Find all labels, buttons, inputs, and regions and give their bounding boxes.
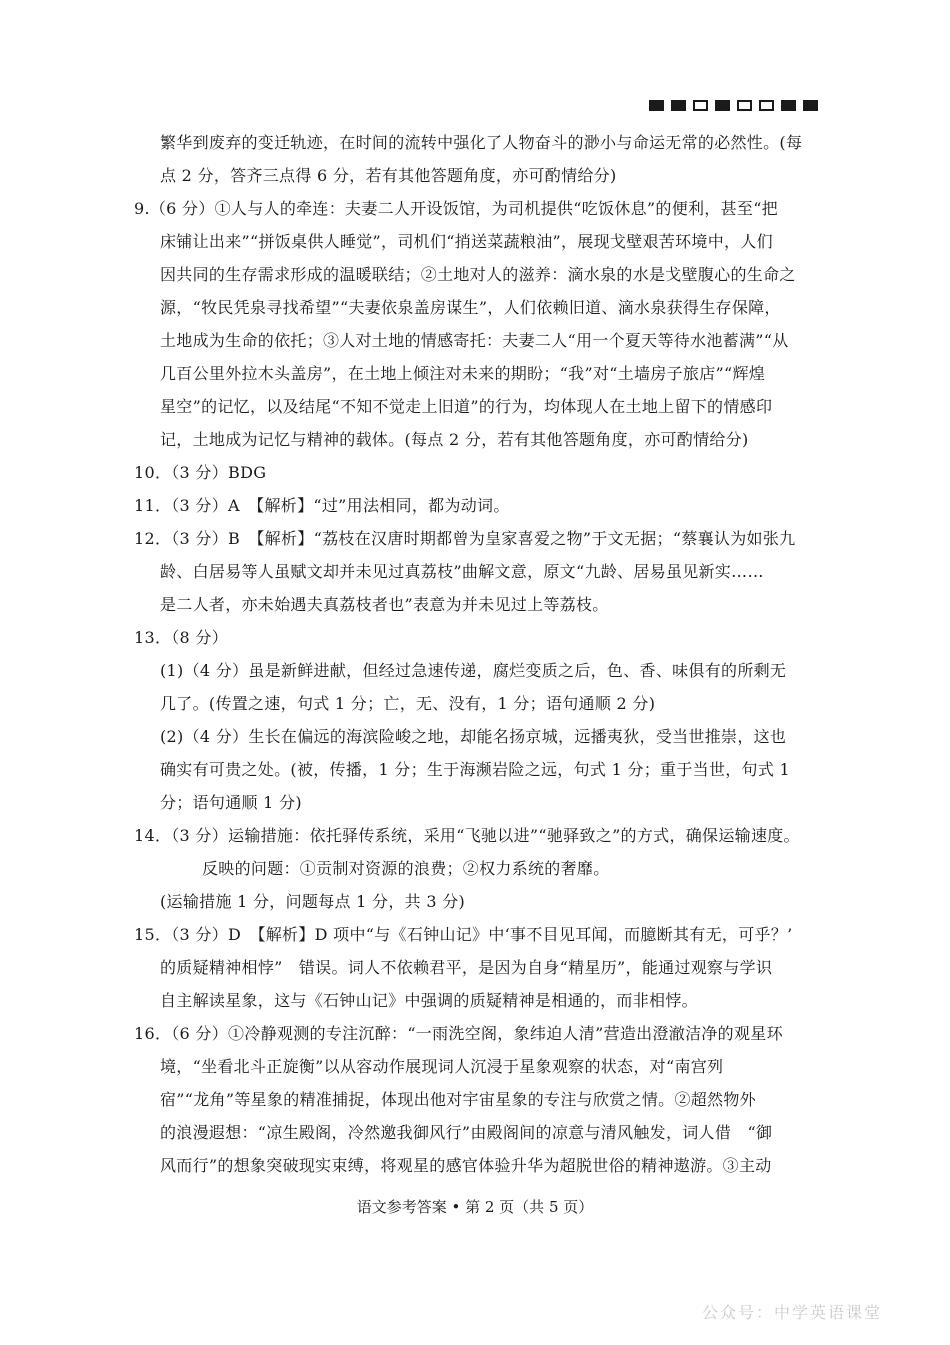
answer-line: 12．（3 分）B 【解析】“荔枝在汉唐时期都曾为皇家喜爱之物”于文无据；“蔡襄认为如张九 bbox=[134, 529, 796, 548]
answer-line: 几百公里外拉木头盖房”，在土地上倾注对未来的期盼；“我”对“土墙房子旅店”“辉煌 bbox=[160, 364, 766, 383]
answer-line: 10．（3 分）BDG bbox=[134, 463, 267, 482]
answer-line: 确实有可贵之处。(被，传播，1 分；生于海濒岩险之远，句式 1 分；重于当世，句式 1 bbox=[160, 760, 791, 779]
code-mark-filled bbox=[649, 100, 664, 111]
answer-line: 境，“坐看北斗正旋衡”以从容动作展现词人沉浸于星象观察的状态，对“南宫列 bbox=[160, 1057, 724, 1076]
answer-line: 的质疑精神相悖” 错误。词人不依赖君平，是因为自身“精星历”，能通过观察与学识 bbox=[160, 958, 773, 977]
answer-line: 自主解读星象，这与《石钟山记》中强调的质疑精神是相通的，而非相悖。 bbox=[160, 991, 698, 1010]
answer-line: 龄、白居易等人虽赋文却并未见过真荔枝”曲解文意，原文“九龄、居易虽见新实…… bbox=[160, 562, 764, 581]
answer-line: 床铺让出来”“拼饭桌供人睡觉”，司机们“捎送菜蔬粮油”，展现戈壁艰苦环境中，人们 bbox=[160, 232, 773, 251]
answer-line: 点 2 分，答齐三点得 6 分，若有其他答题角度，亦可酌情给分) bbox=[160, 166, 617, 185]
answer-line: (2)（4 分）生长在偏远的海滨险峻之地，却能名扬京城，远播夷狄，受当世推崇，这也 bbox=[160, 727, 787, 746]
answer-line: 记，土地成为记忆与精神的载体。(每点 2 分，若有其他答题角度，亦可酌情给分) bbox=[160, 430, 749, 449]
answer-line: 源，“牧民凭泉寻找希望”“夫妻依泉盖房谋生”，人们依赖旧道、滴水泉获得生存保障， bbox=[160, 298, 781, 317]
page-footer: 语文参考答案 • 第 2 页（共 5 页） bbox=[356, 1198, 594, 1216]
answer-line: 分；语句通顺 1 分) bbox=[160, 793, 302, 812]
code-mark-empty bbox=[759, 100, 774, 111]
answer-line: 是二人者，亦未始遇夫真荔枝者也”表意为并未见过上等荔枝。 bbox=[160, 595, 609, 614]
answer-line: 反映的问题：①贡制对资源的浪费；②权力系统的奢靡。 bbox=[202, 859, 610, 878]
watermark-text: 公众号：中学英语课堂 bbox=[701, 1303, 882, 1322]
answer-line: 16．（6 分）①冷静观测的专注沉醉：“一雨洗空阁，象纬迫人清”营造出澄澈洁净的观星环 bbox=[134, 1024, 783, 1043]
code-mark-filled bbox=[781, 100, 796, 111]
answer-line: (运输措施 1 分，问题每点 1 分，共 3 分) bbox=[160, 892, 466, 911]
answer-line: 15．（3 分）D 【解析】D 项中“与《石钟山记》中‘事不目见耳闻，而臆断其有无，可乎？’ bbox=[134, 925, 793, 944]
answer-line: (1)（4 分）虽是新鲜进献，但经过急速传递，腐烂变质之后，色、香、味俱有的所剩无 bbox=[160, 661, 787, 680]
answer-line: 9.（6 分）①人与人的牵连：夫妻二人开设饭馆，为司机提供“吃饭休息”的便利，甚至“把 bbox=[134, 199, 778, 218]
answer-line: 土地成为生命的依托；③人对土地的情感寄托：夫妻二人“用一个夏天等待水池蓄满”“从 bbox=[160, 331, 789, 350]
answer-code-marks bbox=[649, 100, 818, 111]
code-mark-empty bbox=[693, 100, 708, 111]
answer-line: 14．（3 分）运输措施：依托驿传系统，采用“飞驰以进”“驰驿致之”的方式，确保运输速度。 bbox=[134, 826, 800, 845]
code-mark-empty bbox=[737, 100, 752, 111]
code-mark-filled bbox=[803, 100, 818, 111]
answer-line: 因共同的生存需求形成的温暖联结；②土地对人的滋养：滴水泉的水是戈壁腹心的生命之 bbox=[160, 265, 796, 284]
answer-line: 几了。(传置之速，句式 1 分；亡，无、没有，1 分；语句通顺 2 分) bbox=[160, 694, 656, 713]
answer-line: 繁华到废弃的变迁轨迹，在时间的流转中强化了人物奋斗的渺小与命运无常的必然性。(每 bbox=[160, 133, 803, 152]
answer-line: 星空”的记忆，以及结尾“不知不觉走上旧道”的行为，均体现人在土地上留下的情感印 bbox=[160, 397, 773, 416]
code-mark-filled bbox=[671, 100, 686, 111]
answer-line: 13．（8 分） bbox=[134, 628, 229, 647]
answer-line: 11．（3 分）A 【解析】“过”用法相同，都为动词。 bbox=[134, 496, 510, 515]
answer-line: 风而行”的想象突破现实束缚，将观星的感官体验升华为超脱世俗的精神遨游。③主动 bbox=[160, 1156, 772, 1175]
answer-line: 的浪漫遐想：“凉生殿阁，冷然邀我御风行”由殿阁间的凉意与清风触发，词人借 “御 bbox=[160, 1123, 773, 1142]
answer-body bbox=[134, 126, 818, 1182]
answer-line: 宿”“龙角”等星象的精准捕捉，体现出他对宇宙星象的专注与欣赏之情。②超然物外 bbox=[160, 1090, 756, 1109]
code-mark-filled bbox=[715, 100, 730, 111]
